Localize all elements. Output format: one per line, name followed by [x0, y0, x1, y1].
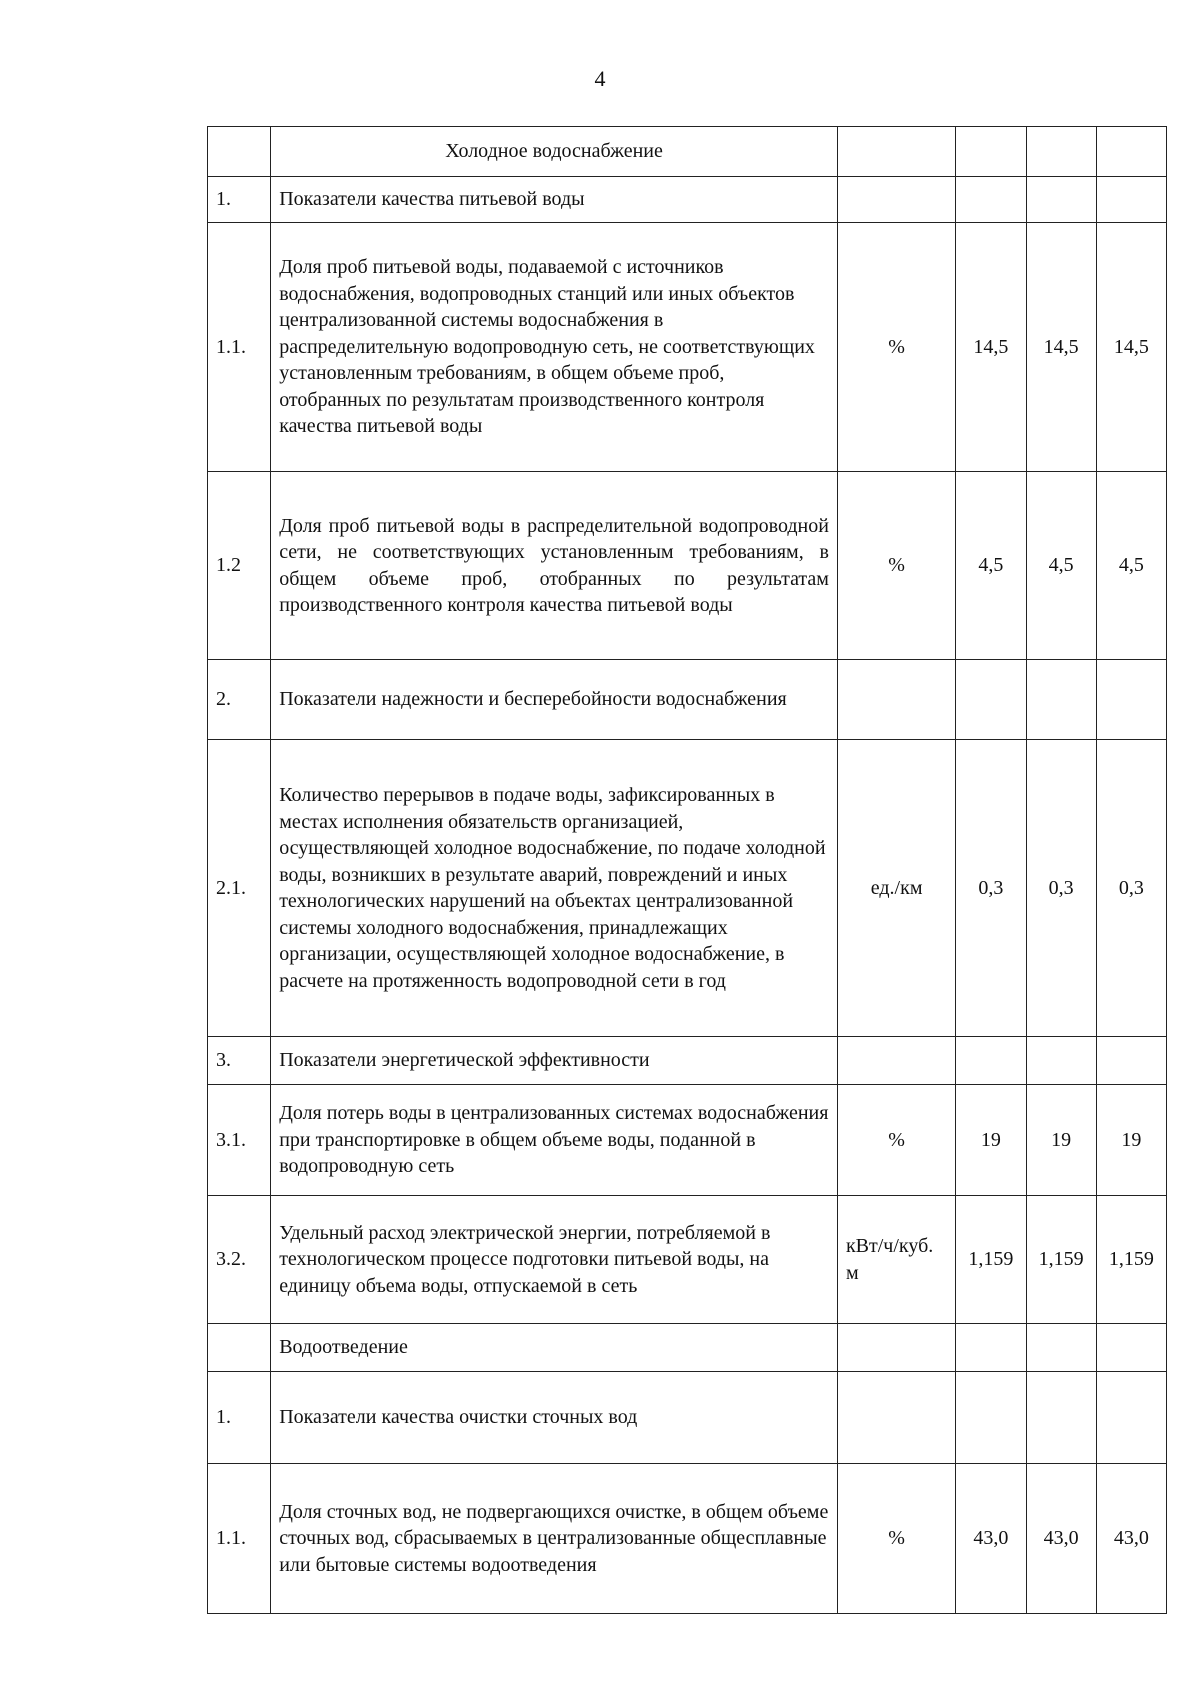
- row-number: 3.: [208, 1037, 271, 1085]
- unit-cell: %: [837, 223, 955, 472]
- row-number: 1.1.: [208, 223, 271, 472]
- table-row: [208, 1464, 1167, 1614]
- indicator-name: Количество перерывов в подаче воды, зафиксированных в местах исполнения обязательств организацией, осуществляющей холодное водоснабжение, по подаче холодной воды, возникших в результате аварий, повреждений и иных технологических нарушений на объектах централизованной системы холодного водоснабжения, принадлежащих организации, осуществляющей холодное водоснабжение, в расчете на протяженность водопроводной сети в год: [271, 740, 838, 1037]
- value-year-3: 4,5: [1096, 472, 1166, 660]
- indicator-name: Доля проб питьевой воды в распределительной водопроводной сети, не соответствующих установленным требованиям, в общем объеме проб, отобранных по результатам производственного контроля качества питьевой воды: [271, 472, 838, 660]
- table-row: [208, 223, 1167, 472]
- table-row: [208, 472, 1167, 660]
- value-year-3: 14,5: [1096, 223, 1166, 472]
- unit-cell: ед./км: [837, 740, 955, 1037]
- unit-cell: %: [837, 472, 955, 660]
- table-row: [208, 740, 1167, 1037]
- table-row: [208, 177, 1167, 223]
- value-year-2: 19: [1026, 1085, 1096, 1196]
- value-year-1: 19: [956, 1085, 1026, 1196]
- row-number: 3.1.: [208, 1085, 271, 1196]
- num-cell: [208, 1324, 271, 1372]
- indicator-name: Удельный расход электрической энергии, потребляемой в технологическом процессе подготовки питьевой воды, на единицу объема воды, отпускаемой в сеть: [271, 1196, 838, 1324]
- value-year-1: 4,5: [956, 472, 1026, 660]
- value-year-1: 0,3: [956, 740, 1026, 1037]
- unit-cell: %: [837, 1464, 955, 1614]
- value-year-3: 43,0: [1096, 1464, 1166, 1614]
- value-year-1: 1,159: [956, 1196, 1026, 1324]
- table-row: [208, 1372, 1167, 1464]
- row-number: 2.1.: [208, 740, 271, 1037]
- section-title-cold-water: Холодное водоснабжение: [271, 127, 838, 177]
- indicator-name: Показатели качества очистки сточных вод: [271, 1372, 838, 1464]
- unit-cell: кВт/ч/куб. м: [837, 1196, 955, 1324]
- value-year-1: 14,5: [956, 223, 1026, 472]
- row-number: 2.: [208, 660, 271, 740]
- num-cell: [208, 127, 271, 177]
- section-title-drainage: Водоотведение: [271, 1324, 838, 1372]
- indicator-name: Доля сточных вод, не подвергающихся очистке, в общем объеме сточных вод, сбрасываемых в централизованные общесплавные или бытовые системы водоотведения: [271, 1464, 838, 1614]
- indicator-name: Доля потерь воды в централизованных системах водоснабжения при транспортировке в общем объеме воды, поданной в водопроводную сеть: [271, 1085, 838, 1196]
- value-year-2: 43,0: [1026, 1464, 1096, 1614]
- value-year-2: 4,5: [1026, 472, 1096, 660]
- row-number: 1.: [208, 1372, 271, 1464]
- row-number: 1.2: [208, 472, 271, 660]
- value-year-3: 0,3: [1096, 740, 1166, 1037]
- value-year-2: 1,159: [1026, 1196, 1096, 1324]
- indicator-name: Показатели качества питьевой воды: [271, 177, 838, 223]
- indicators-table: [207, 126, 1167, 1614]
- page-number: 4: [594, 66, 606, 91]
- indicator-name: Показатели надежности и бесперебойности водоснабжения: [271, 660, 838, 740]
- row-number: 3.2.: [208, 1196, 271, 1324]
- table-row: [208, 1196, 1167, 1324]
- section-row-drainage: [208, 1324, 1167, 1372]
- indicator-name: Доля проб питьевой воды, подаваемой с источников водоснабжения, водопроводных станций или иных объектов централизованной системы водоснабжения в распределительную водопроводную сеть, не соответствующих установленным требованиям, в общем объеме проб, отобранных по результатам производственного контроля качества питьевой воды: [271, 223, 838, 472]
- section-row-cold-water: [208, 127, 1167, 177]
- unit-cell: %: [837, 1085, 955, 1196]
- row-number: 1.1.: [208, 1464, 271, 1614]
- row-number: 1.: [208, 177, 271, 223]
- table-row: [208, 1085, 1167, 1196]
- value-year-3: 1,159: [1096, 1196, 1166, 1324]
- value-year-2: 0,3: [1026, 740, 1096, 1037]
- value-year-1: 43,0: [956, 1464, 1026, 1614]
- value-year-2: 14,5: [1026, 223, 1096, 472]
- value-year-3: 19: [1096, 1085, 1166, 1196]
- table-row: [208, 1037, 1167, 1085]
- table-row: [208, 660, 1167, 740]
- indicator-name: Показатели энергетической эффективности: [271, 1037, 838, 1085]
